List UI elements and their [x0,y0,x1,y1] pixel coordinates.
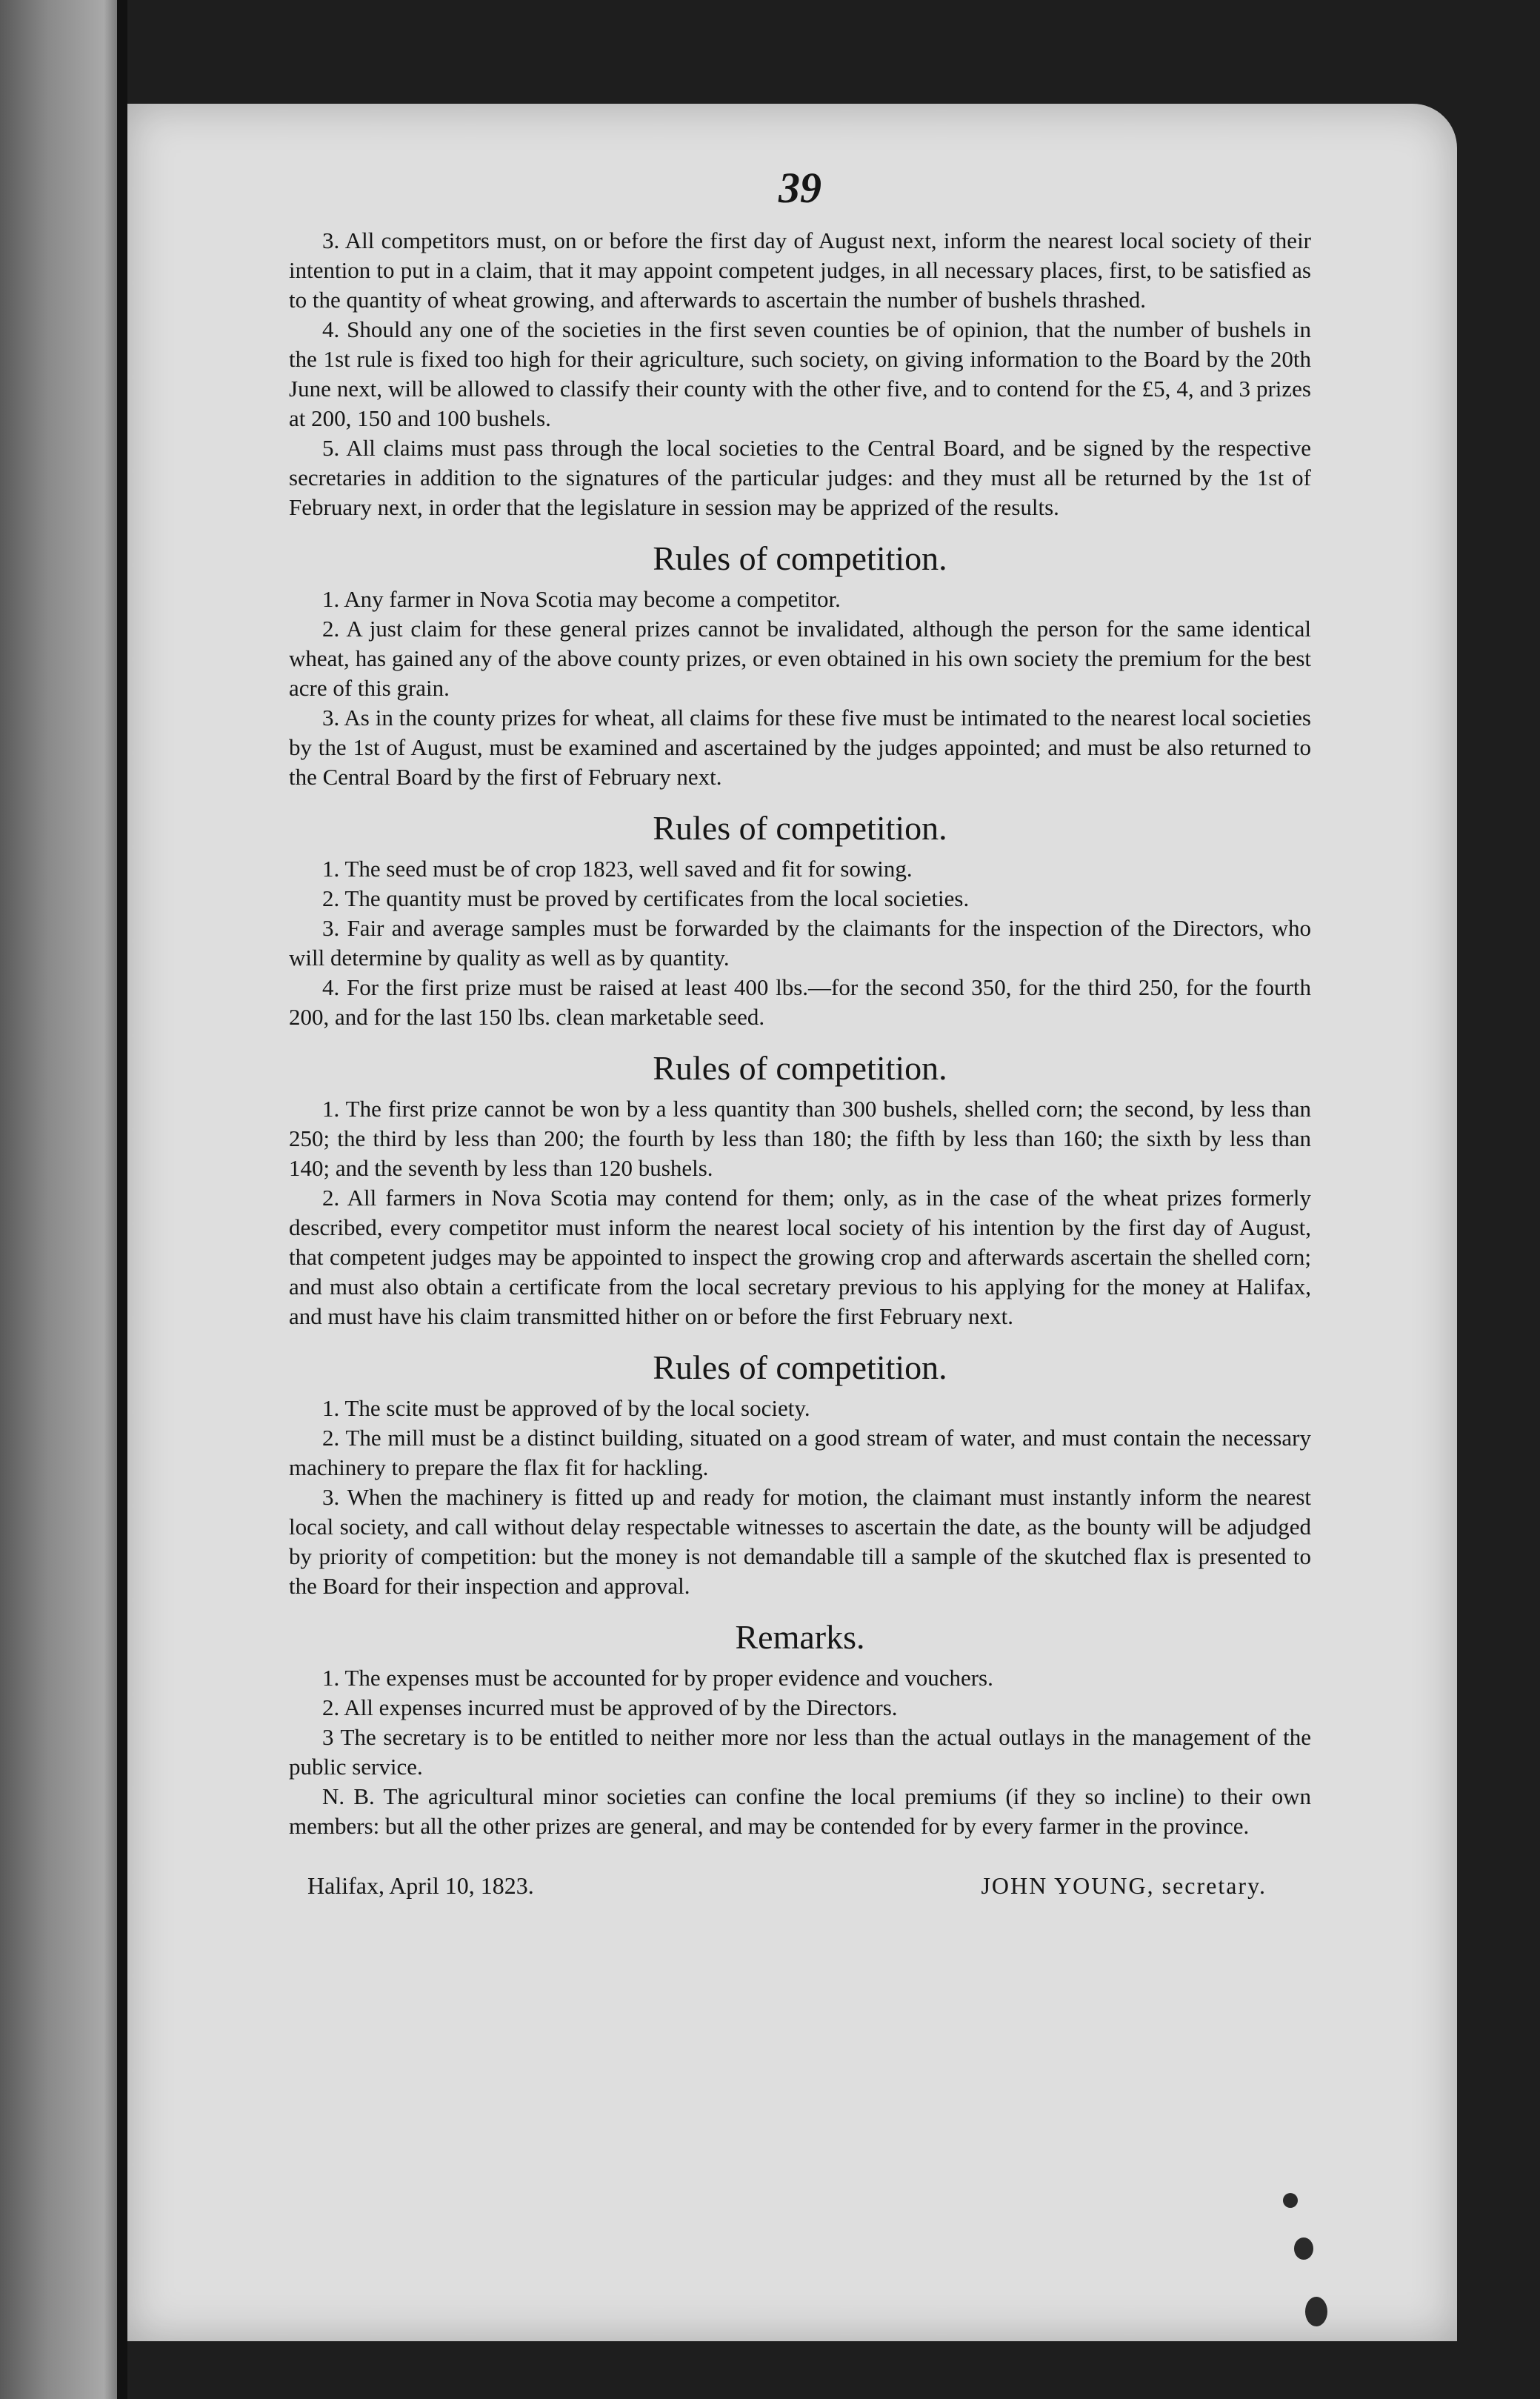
rule-item: 2. A just claim for these general prizes cannot be invalidated, although the person for the same identical wheat, has gained any of the above county prizes, or even obtained in his own society the premium for the best acre of this grain. [289,616,1311,701]
rule-item: 2. The quantity must be proved by certificates from the local societies. [322,885,970,911]
intro-paragraph: 5. All claims must pass through the local societies to the Central Board, and be signed by the respective secretaries in addition to the signatures of the particular judges: and they must all be returned by the 1st of February next, in order that the legislature in session may be apprized of the results. [289,435,1311,520]
section-heading: Remarks. [735,1618,865,1656]
rule-item: 3. As in the county prizes for wheat, all claims for these five must be intimated to the nearest local societies by the 1st of August, must be examined and ascertained by the judges appointed; and must be also returned to the Central Board by the first of February next. [289,705,1311,790]
section-heading: Rules of competition. [653,539,947,577]
section-corn [289,1048,1311,1331]
section-remarks [289,1617,1311,1841]
section-heading: Rules of competition. [653,1348,947,1386]
rule-item: 2. The mill must be a distinct building, situated on a good stream of water, and must contain the necessary machinery to prepare the flax fit for hackling. [289,1425,1311,1480]
facing-page-edge [0,0,122,2399]
ink-blot [1305,2297,1327,2326]
rule-item: 1. The first prize cannot be won by a less quantity than 300 bushels, shelled corn; the second, by less than 250; the third by less than 200; the fourth by less than 180; the fifth by less than 160; the sixth by less than 140; and the seventh by less than 120 bushels. [289,1096,1311,1181]
rule-item: 4. For the first prize must be raised at least 400 lbs.—for the second 350, for the third 250, for the fourth 200, and for the last 150 lbs. clean marketable seed. [289,974,1311,1030]
remark-item: N. B. The agricultural minor societies can confine the local premiums (if they so incline) to their own members: but all the other prizes are general, and may be contended for by every farmer in the province. [289,1783,1311,1839]
signature: JOHN YOUNG, secretary. [981,1872,1267,1899]
rule-item: 2. All farmers in Nova Scotia may contend for them; only, as in the case of the wheat prizes formerly described, every competitor must inform the nearest local society of his intention by the first day of August, that competent judges may be appointed to inspect the growing crop and afterwards ascertain the shelled corn; and must also obtain a certificate from the local secretary previous to his applying for the money at Halifax, and must have his claim transmitted hither on or before the first February next. [289,1185,1311,1329]
section-seed [289,808,1311,1032]
section-heading: Rules of competition. [653,809,947,847]
page-text [289,164,1311,1900]
book-gutter [117,0,127,2399]
intro-rules [289,226,1311,522]
section-heading: Rules of competition. [653,1049,947,1087]
rule-item: 1. The scite must be approved of by the local society. [322,1395,810,1421]
remark-item: 1. The expenses must be accounted for by proper evidence and vouchers. [322,1665,993,1691]
place-date: Halifax, April 10, 1823. [307,1872,534,1899]
rule-item: 1. Any farmer in Nova Scotia may become a competitor. [322,586,841,612]
rule-item: 3. When the machinery is fitted up and ready for motion, the claimant must instantly inform the nearest local society, and call without delay respectable witnesses to ascertain the date, as the bounty will be adjudged by priority of competition: but the money is not demandable till a sample of the skutched flax is presented to the Board for their inspection and approval. [289,1484,1311,1599]
ink-blot [1294,2237,1313,2260]
rule-item: 3. Fair and average samples must be forwarded by the claimants for the inspection of the Directors, who will determine by quality as well as by quantity. [289,915,1311,971]
document-footer [289,1871,1311,1900]
intro-paragraph: 4. Should any one of the societies in the first seven counties be of opinion, that the number of bushels in the 1st rule is fixed too high for their agriculture, such society, on giving information to the Board by the 20th June next, will be allowed to classify their county with the other five, and to contend for the £5, 4, and 3 prizes at 200, 150 and 100 bushels. [289,316,1311,431]
remark-item: 3 The secretary is to be entitled to neither more nor less than the actual outlays in the management of the public service. [289,1724,1311,1780]
section-wheat-general [289,539,1311,792]
ink-blot [1283,2193,1298,2208]
intro-paragraph: 3. All competitors must, on or before the first day of August next, inform the nearest local society of their intention to put in a claim, that it may appoint competent judges, in all necessary places, first, to be satisfied as to the quantity of wheat growing, and afterwards to ascertain the number of bushels thrashed. [289,227,1311,313]
section-flax-mill [289,1348,1311,1601]
remark-item: 2. All expenses incurred must be approved of by the Directors. [322,1694,898,1720]
page-number: 39 [779,164,821,212]
rule-item: 1. The seed must be of crop 1823, well saved and fit for sowing. [322,856,913,882]
